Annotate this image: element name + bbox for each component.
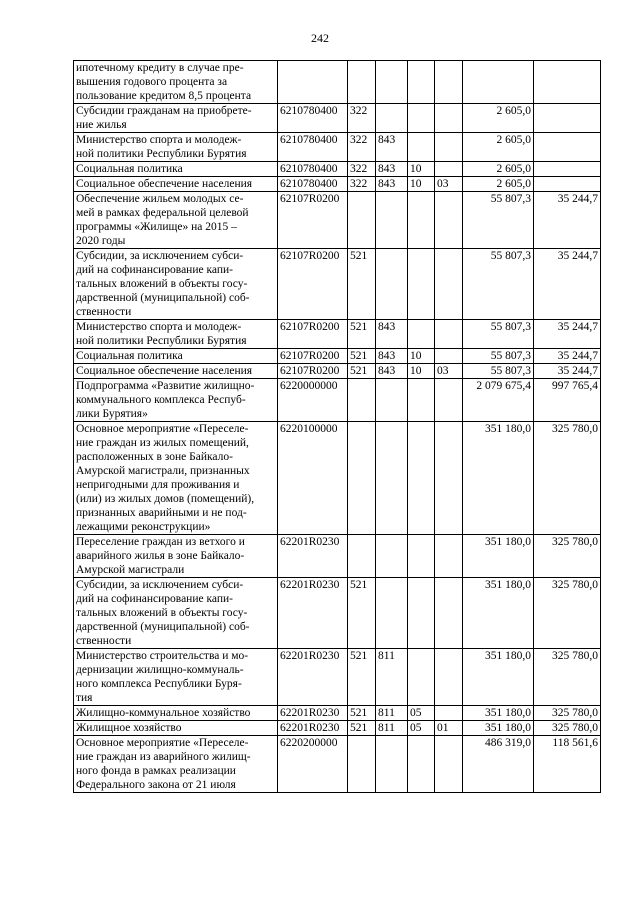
row-name-cell: Основное мероприятие «Переселе- ние граждан из аварийного жилищ- ного фонда в рамках реализации Федерального закона от 21 июля <box>74 736 278 793</box>
expense-type-cell <box>348 379 376 422</box>
expense-type-cell: 322 <box>348 133 376 162</box>
amount-year2-cell: 325 780,0 <box>534 649 601 706</box>
amount-year2-cell: 325 780,0 <box>534 535 601 578</box>
table-row <box>74 736 601 793</box>
page-number: 242 <box>311 31 329 45</box>
row-name-cell: Субсидии гражданам на приобрете- ние жилья <box>74 104 278 133</box>
ministry-code-cell <box>376 535 408 578</box>
section-cell <box>408 649 435 706</box>
table-row <box>74 320 601 349</box>
section-cell: 05 <box>408 706 435 721</box>
amount-year2-cell: 35 244,7 <box>534 320 601 349</box>
ministry-code-cell: 843 <box>376 349 408 364</box>
expense-type-cell <box>348 422 376 535</box>
target-article-cell: 62107R0200 <box>278 192 348 249</box>
section-cell: 05 <box>408 721 435 736</box>
table-row <box>74 249 601 320</box>
ministry-code-cell <box>376 249 408 320</box>
amount-year1-cell: 2 079 675,4 <box>463 379 534 422</box>
amount-year2-cell <box>534 162 601 177</box>
amount-year2-cell: 35 244,7 <box>534 349 601 364</box>
table-row <box>74 192 601 249</box>
expense-type-cell: 521 <box>348 578 376 649</box>
amount-year2-cell: 325 780,0 <box>534 706 601 721</box>
target-article-cell: 6210780400 <box>278 104 348 133</box>
row-name-cell: Обеспечение жильем молодых се- мей в рамках федеральной целевой программы «Жилище» на 2015 – 2020 годы <box>74 192 278 249</box>
amount-year2-cell: 35 244,7 <box>534 364 601 379</box>
section-cell <box>408 535 435 578</box>
amount-year1-cell: 55 807,3 <box>463 320 534 349</box>
section-cell: 10 <box>408 364 435 379</box>
expense-type-cell: 322 <box>348 162 376 177</box>
target-article-cell: 62201R0230 <box>278 535 348 578</box>
ministry-code-cell <box>376 379 408 422</box>
amount-year2-cell: 35 244,7 <box>534 249 601 320</box>
expense-type-cell: 322 <box>348 104 376 133</box>
row-name-cell: Жилищное хозяйство <box>74 721 278 736</box>
expense-type-cell: 521 <box>348 364 376 379</box>
ministry-code-cell: 811 <box>376 721 408 736</box>
section-cell <box>408 249 435 320</box>
table-row <box>74 104 601 133</box>
subsection-cell <box>435 422 463 535</box>
amount-year1-cell: 55 807,3 <box>463 249 534 320</box>
amount-year1-cell: 55 807,3 <box>463 192 534 249</box>
row-name-cell: Основное мероприятие «Переселе- ние граждан из жилых помещений, расположенных в зоне Байкало- Амурской магистрали, признанных непригодными для проживания и (или) из жилых домов (помещений), признанных аварийными и не под- лежащими реконструкции» <box>74 422 278 535</box>
expense-type-cell: 521 <box>348 320 376 349</box>
expense-type-cell: 322 <box>348 177 376 192</box>
ministry-code-cell: 843 <box>376 320 408 349</box>
row-name-cell: Социальное обеспечение населения <box>74 177 278 192</box>
target-article-cell: 6220100000 <box>278 422 348 535</box>
subsection-cell <box>435 535 463 578</box>
target-article-cell: 62107R0200 <box>278 364 348 379</box>
amount-year2-cell <box>534 61 601 104</box>
expense-type-cell: 521 <box>348 649 376 706</box>
subsection-cell <box>435 578 463 649</box>
amount-year1-cell: 2 605,0 <box>463 133 534 162</box>
row-name-cell: Жилищно-коммунальное хозяйство <box>74 706 278 721</box>
target-article-cell: 6210780400 <box>278 162 348 177</box>
subsection-cell: 03 <box>435 177 463 192</box>
table-row <box>74 61 601 104</box>
amount-year1-cell <box>463 61 534 104</box>
subsection-cell: 01 <box>435 721 463 736</box>
amount-year2-cell: 325 780,0 <box>534 721 601 736</box>
table-row <box>74 578 601 649</box>
section-cell <box>408 61 435 104</box>
target-article-cell: 62201R0230 <box>278 706 348 721</box>
target-article-cell: 6220000000 <box>278 379 348 422</box>
table-row <box>74 422 601 535</box>
table-row <box>74 706 601 721</box>
expense-type-cell: 521 <box>348 349 376 364</box>
section-cell <box>408 192 435 249</box>
expense-type-cell <box>348 61 376 104</box>
ministry-code-cell: 843 <box>376 177 408 192</box>
table-row <box>74 349 601 364</box>
ministry-code-cell: 843 <box>376 133 408 162</box>
target-article-cell: 62107R0200 <box>278 249 348 320</box>
ministry-code-cell <box>376 104 408 133</box>
section-cell <box>408 736 435 793</box>
target-article-cell: 6210780400 <box>278 133 348 162</box>
subsection-cell: 03 <box>435 364 463 379</box>
amount-year1-cell: 2 605,0 <box>463 177 534 192</box>
row-name-cell: Социальная политика <box>74 162 278 177</box>
amount-year1-cell: 351 180,0 <box>463 721 534 736</box>
row-name-cell: Субсидии, за исключением субси- дий на софинансирование капи- тальных вложений в объекты госу- дарственной (муниципальной) соб- ственности <box>74 578 278 649</box>
amount-year1-cell: 351 180,0 <box>463 649 534 706</box>
ministry-code-cell <box>376 736 408 793</box>
subsection-cell <box>435 61 463 104</box>
subsection-cell <box>435 249 463 320</box>
ministry-code-cell: 843 <box>376 364 408 379</box>
row-name-cell: Подпрограмма «Развитие жилищно- коммунального комплекса Респуб- лики Бурятия» <box>74 379 278 422</box>
section-cell: 10 <box>408 177 435 192</box>
section-cell <box>408 422 435 535</box>
target-article-cell: 6220200000 <box>278 736 348 793</box>
table-row <box>74 162 601 177</box>
amount-year2-cell: 325 780,0 <box>534 422 601 535</box>
amount-year2-cell: 325 780,0 <box>534 578 601 649</box>
subsection-cell <box>435 349 463 364</box>
ministry-code-cell: 811 <box>376 649 408 706</box>
section-cell <box>408 133 435 162</box>
section-cell <box>408 379 435 422</box>
row-name-cell: Министерство спорта и молодеж- ной политики Республики Бурятия <box>74 133 278 162</box>
table-row <box>74 133 601 162</box>
subsection-cell <box>435 192 463 249</box>
table-row <box>74 364 601 379</box>
target-article-cell: 6210780400 <box>278 177 348 192</box>
expense-type-cell <box>348 535 376 578</box>
target-article-cell: 62201R0230 <box>278 578 348 649</box>
subsection-cell <box>435 133 463 162</box>
amount-year1-cell: 55 807,3 <box>463 364 534 379</box>
subsection-cell <box>435 162 463 177</box>
amount-year1-cell: 351 180,0 <box>463 535 534 578</box>
subsection-cell <box>435 706 463 721</box>
ministry-code-cell: 811 <box>376 706 408 721</box>
table-row <box>74 649 601 706</box>
target-article-cell: 62201R0230 <box>278 721 348 736</box>
row-name-cell: Социальная политика <box>74 349 278 364</box>
budget-table <box>73 60 601 793</box>
subsection-cell <box>435 649 463 706</box>
table-row <box>74 177 601 192</box>
amount-year2-cell: 997 765,4 <box>534 379 601 422</box>
row-name-cell: Министерство строительства и мо- дернизации жилищно-коммуналь- ного комплекса Республики Буря- тия <box>74 649 278 706</box>
subsection-cell <box>435 104 463 133</box>
amount-year1-cell: 351 180,0 <box>463 706 534 721</box>
ministry-code-cell: 843 <box>376 162 408 177</box>
amount-year2-cell: 118 561,6 <box>534 736 601 793</box>
amount-year2-cell <box>534 177 601 192</box>
ministry-code-cell <box>376 61 408 104</box>
ministry-code-cell <box>376 192 408 249</box>
expense-type-cell <box>348 736 376 793</box>
amount-year1-cell: 55 807,3 <box>463 349 534 364</box>
amount-year2-cell: 35 244,7 <box>534 192 601 249</box>
amount-year2-cell <box>534 133 601 162</box>
row-name-cell: ипотечному кредиту в случае пре- вышения годового процента за пользование кредитом 8,5 процента <box>74 61 278 104</box>
table-body <box>74 61 601 793</box>
table-row <box>74 535 601 578</box>
section-cell <box>408 320 435 349</box>
amount-year1-cell: 2 605,0 <box>463 104 534 133</box>
expense-type-cell: 521 <box>348 721 376 736</box>
row-name-cell: Министерство спорта и молодеж- ной политики Республики Бурятия <box>74 320 278 349</box>
section-cell: 10 <box>408 349 435 364</box>
section-cell <box>408 104 435 133</box>
row-name-cell: Субсидии, за исключением субси- дий на софинансирование капи- тальных вложений в объекты госу- дарственной (муниципальной) соб- ственности <box>74 249 278 320</box>
subsection-cell <box>435 379 463 422</box>
amount-year1-cell: 486 319,0 <box>463 736 534 793</box>
ministry-code-cell <box>376 578 408 649</box>
target-article-cell: 62107R0200 <box>278 320 348 349</box>
expense-type-cell <box>348 192 376 249</box>
section-cell <box>408 578 435 649</box>
row-name-cell: Социальное обеспечение населения <box>74 364 278 379</box>
amount-year1-cell: 2 605,0 <box>463 162 534 177</box>
expense-type-cell: 521 <box>348 249 376 320</box>
target-article-cell: 62201R0230 <box>278 649 348 706</box>
target-article-cell: 62107R0200 <box>278 349 348 364</box>
amount-year1-cell: 351 180,0 <box>463 422 534 535</box>
subsection-cell <box>435 320 463 349</box>
amount-year1-cell: 351 180,0 <box>463 578 534 649</box>
ministry-code-cell <box>376 422 408 535</box>
amount-year2-cell <box>534 104 601 133</box>
row-name-cell: Переселение граждан из ветхого и аварийного жилья в зоне Байкало- Амурской магистрали <box>74 535 278 578</box>
section-cell: 10 <box>408 162 435 177</box>
expense-type-cell: 521 <box>348 706 376 721</box>
target-article-cell <box>278 61 348 104</box>
table-row <box>74 379 601 422</box>
table-row <box>74 721 601 736</box>
subsection-cell <box>435 736 463 793</box>
